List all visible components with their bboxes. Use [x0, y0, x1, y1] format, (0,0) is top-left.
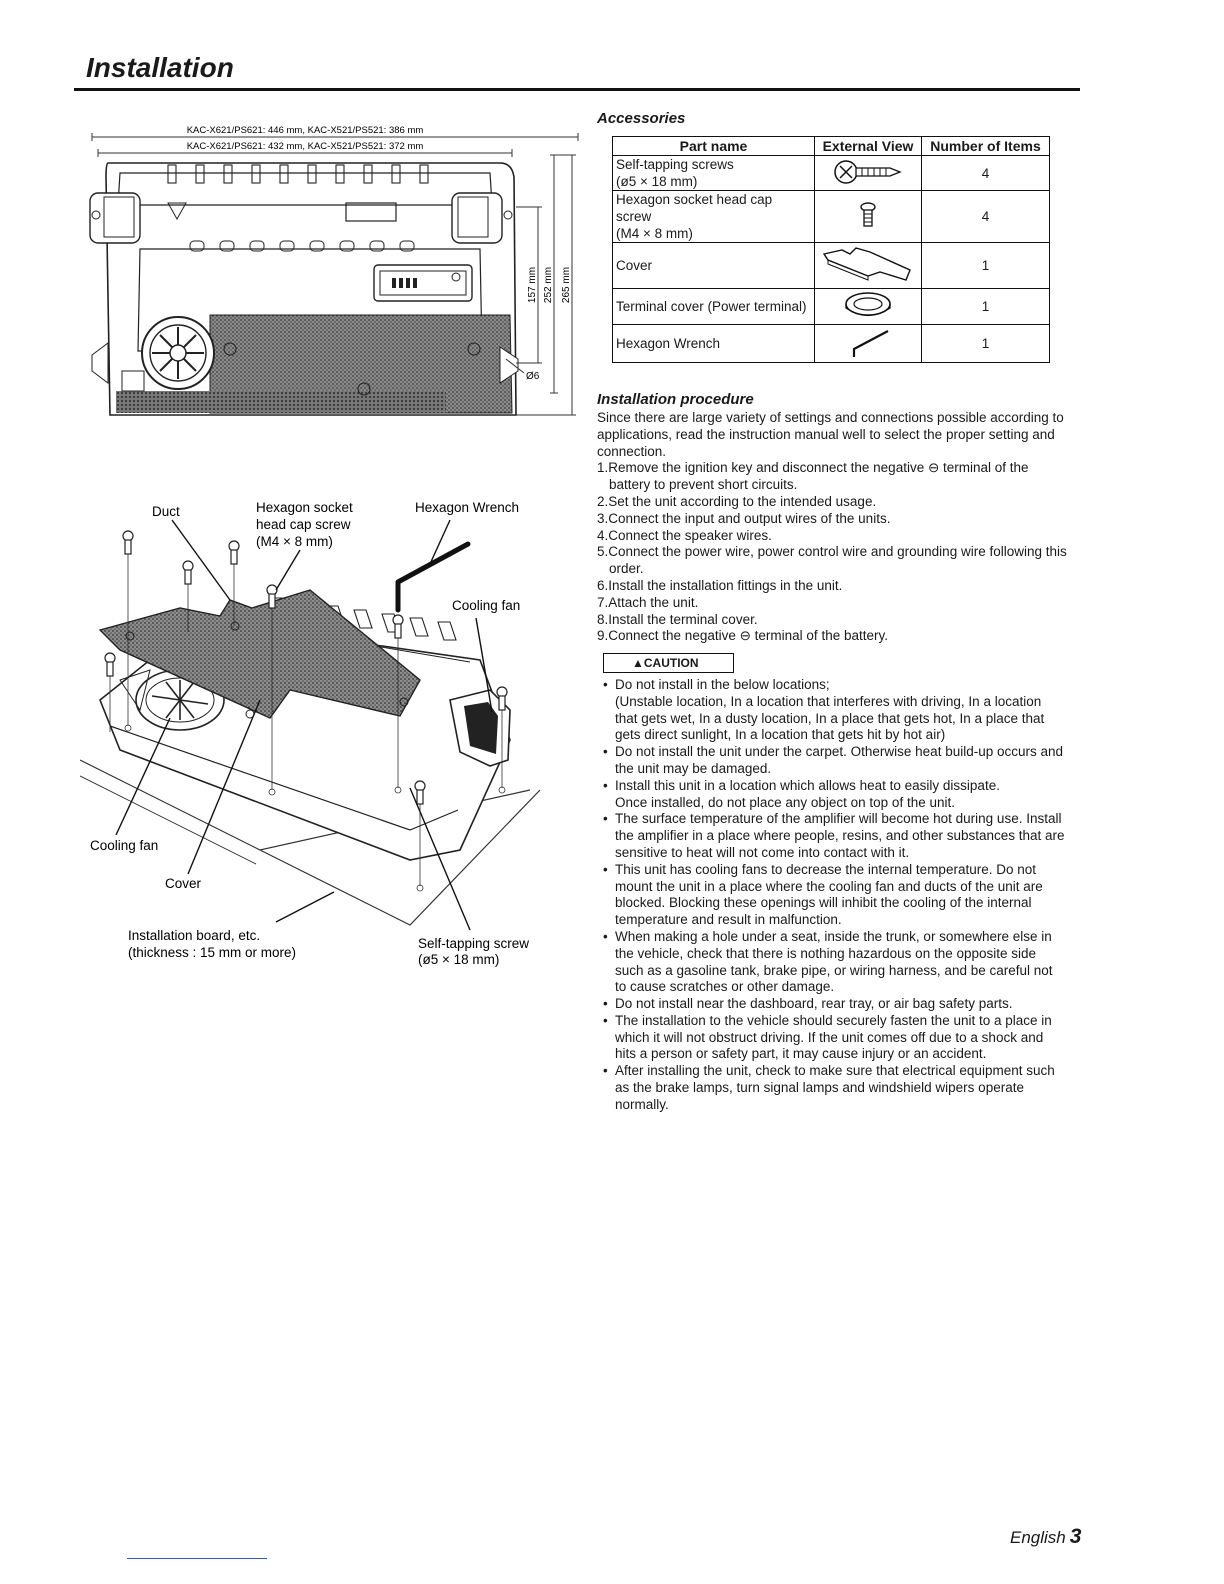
- list-item: 4.Connect the speaker wires.: [597, 527, 772, 543]
- terminal-cover-icon: [838, 289, 898, 321]
- item-count: 1: [922, 243, 1050, 289]
- accessories-heading: Accessories: [597, 110, 686, 127]
- item-count: 4: [922, 191, 1050, 243]
- page-title: Installation: [86, 52, 234, 83]
- label-hex-screw-line2: head cap screw: [256, 517, 351, 532]
- table-row: [613, 243, 1050, 289]
- item-count: 1: [922, 289, 1050, 325]
- accessories-table: [612, 136, 1050, 363]
- table-row: [613, 325, 1050, 363]
- list-item: • When making a hole under a seat, inside the trunk, or somewhere else in the vehicle, check that there is nothing hazardous on the opposite side such as a gasoline tank, brake pipe, or wiring harness, and be careful not to cause scratches or other damage.: [597, 929, 1067, 996]
- table-row: [613, 289, 1050, 325]
- hole-label: Ø6: [526, 371, 540, 382]
- cap-screw-icon: [853, 200, 883, 230]
- width-label-2: KAC-X621/PS621: 432 mm, KAC-X521/PS521: 372 mm: [186, 141, 424, 152]
- label-cooling-fan-left: Cooling fan: [90, 838, 159, 853]
- list-item: • Do not install in the below locations; (Unstable location, In a location that interferes with driving, In a location that gets wet, In a dusty location, In a place that gets hot, In a place that gets direct sunlight, In a location that gets hit by hot air): [597, 677, 1067, 744]
- footer-divider: [127, 1558, 267, 1559]
- dimension-diagram: [80, 115, 590, 425]
- label-hex-screw-line1: Hexagon socket: [256, 500, 353, 515]
- label-cover: Cover: [165, 876, 202, 891]
- part-name-cell: Cover: [613, 243, 815, 289]
- list-item: • The surface temperature of the amplifier will become hot during use. Install the amplifier in a place where people, resins, and other substances that are sensitive to heat will not come into contact with it.: [597, 811, 1067, 861]
- list-item: • Do not install the unit under the carpet. Otherwise heat build-up occurs and the unit may be damaged.: [597, 744, 1067, 778]
- part-name-cell: Hexagon Wrench: [613, 325, 815, 363]
- procedure-section: [597, 410, 1067, 1114]
- external-view-cell: [815, 243, 922, 289]
- caution-badge: ▲CAUTION: [603, 653, 734, 673]
- width-label-1: KAC-X621/PS621: 446 mm, KAC-X521/PS521: 386 mm: [186, 125, 424, 136]
- list-item: • Install this unit in a location which allows heat to easily dissipate. Once installed, do not place any object on top of the unit.: [597, 778, 1067, 812]
- procedure-heading: Installation procedure: [597, 391, 754, 408]
- list-item: • The installation to the vehicle should securely fasten the unit to a place in which it will not obstruct driving. If the unit comes off due to a shock and hits a person or safety part, it may cause injury or an accident.: [597, 1013, 1067, 1063]
- label-hex-wrench: Hexagon Wrench: [415, 500, 520, 515]
- external-view-cell: [815, 191, 922, 243]
- procedure-intro: Since there are large variety of settings and connections possible according to applications, read the instruction manual well to select the proper setting and connection.: [597, 410, 1064, 459]
- list-item: 7.Attach the unit.: [597, 594, 699, 610]
- label-hex-screw-line3: (M4 × 8 mm): [256, 534, 333, 549]
- external-view-cell: [815, 156, 922, 191]
- list-item: • Do not install near the dashboard, rear tray, or air bag safety parts.: [597, 996, 1067, 1013]
- label-cooling-fan-right: Cooling fan: [452, 598, 521, 613]
- list-item: 3.Connect the input and output wires of the units.: [597, 510, 891, 526]
- installation-diagram: [80, 490, 550, 970]
- cover-icon: [820, 244, 916, 284]
- title-rule: [74, 88, 1080, 91]
- warning-icon: ▲: [632, 656, 644, 671]
- list-item: 8.Install the terminal cover.: [597, 611, 758, 627]
- list-item: 9.Connect the negative ⊖ terminal of the battery.: [597, 628, 888, 644]
- list-item: 5.Connect the power wire, power control wire and grounding wire following this order.: [597, 544, 1067, 577]
- list-item: • This unit has cooling fans to decrease the internal temperature. Do not mount the unit in a place where the cooling fan and ducts of the unit are blocked. Blocking these openings will inhibit the cooling of the internal temperature and result in malfunction.: [597, 862, 1067, 929]
- label-tap-screw-line1: Self-tapping screw: [418, 936, 530, 951]
- item-count: 1: [922, 325, 1050, 363]
- hex-wrench-icon: [838, 325, 898, 359]
- label-duct: Duct: [152, 504, 180, 519]
- external-view-cell: [815, 325, 922, 363]
- table-header: Number of Items: [922, 137, 1050, 156]
- list-item: • After installing the unit, check to make sure that electrical equipment such as the brake lamps, turn signal lamps and windshield wipers operate normally.: [597, 1063, 1067, 1113]
- procedure-steps: [597, 460, 1067, 645]
- height-label-252: 252 mm: [543, 266, 554, 304]
- page-number: 3: [1069, 1525, 1082, 1548]
- table-row: [613, 156, 1050, 191]
- self-tapping-screw-icon: [828, 157, 908, 187]
- list-item: 1.Remove the ignition key and disconnect the negative ⊖ terminal of the battery to prevent short circuits.: [597, 460, 1029, 493]
- table-header: Part name: [613, 137, 815, 156]
- external-view-cell: [815, 289, 922, 325]
- height-label-265: 265 mm: [561, 266, 572, 304]
- page-footer: [1010, 1525, 1081, 1549]
- part-name-cell: Terminal cover (Power terminal): [613, 289, 815, 325]
- item-count: 4: [922, 156, 1050, 191]
- list-item: 6.Install the installation fittings in the unit.: [597, 577, 843, 593]
- caution-list: [597, 677, 1067, 1114]
- footer-language: English: [1010, 1528, 1066, 1547]
- part-name-cell: Self-tapping screws (ø5 × 18 mm): [613, 156, 815, 191]
- label-tap-screw-line2: (ø5 × 18 mm): [418, 952, 500, 967]
- list-item: 2.Set the unit according to the intended usage.: [597, 493, 877, 509]
- part-name-cell: Hexagon socket head cap screw (M4 × 8 mm): [613, 191, 815, 243]
- table-row: [613, 191, 1050, 243]
- label-board-line1: Installation board, etc.: [128, 928, 261, 943]
- label-board-line2: (thickness : 15 mm or more): [128, 945, 297, 960]
- height-label-157: 157 mm: [527, 266, 538, 304]
- table-header: External View: [815, 137, 922, 156]
